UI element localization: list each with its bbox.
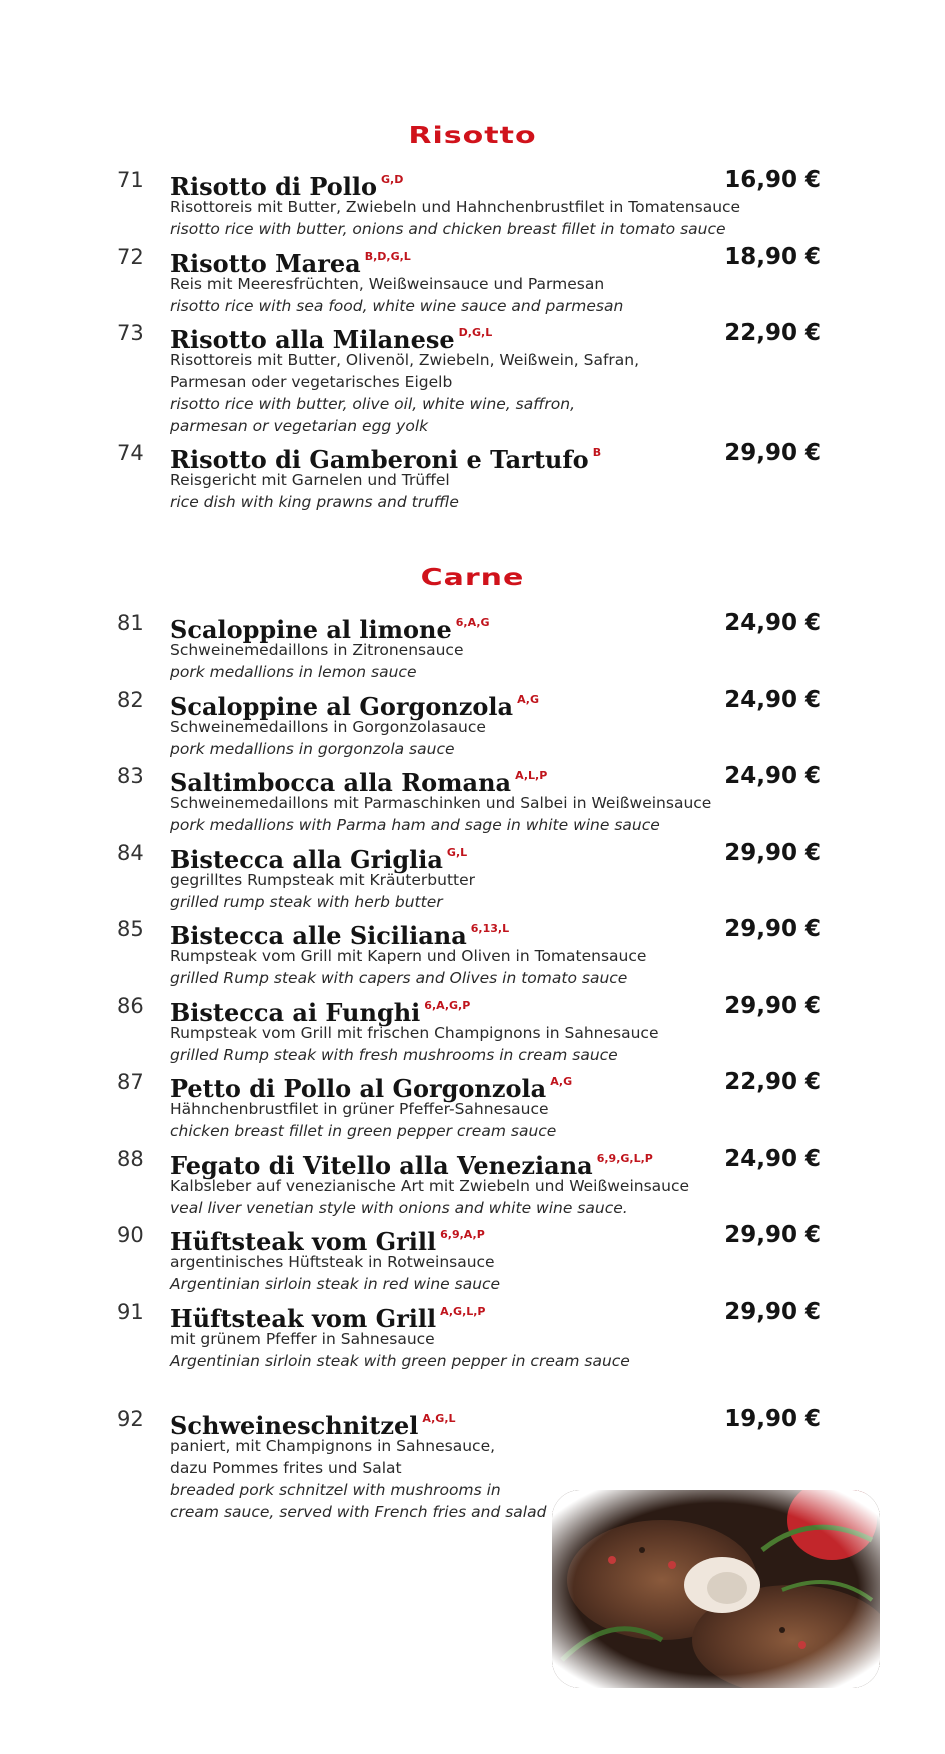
item-description: Reis mit Meeresfrüchten, Weißweinsauce und Parmesan risotto rice with sea food, white wine sauce and parmesan — [170, 275, 624, 315]
item-number: 84 — [117, 841, 144, 865]
item-price: 18,90 € — [724, 244, 821, 270]
item-price: 29,90 € — [724, 916, 821, 942]
item-price: 24,90 € — [724, 763, 821, 789]
item-name: Saltimbocca alla Romana $^{A,L,P}$ — [170, 768, 548, 797]
item-name: Hüftsteak vom Grill $^{6,9,A,P}$ — [170, 1227, 485, 1256]
item-number: 88 — [117, 1147, 144, 1171]
allergen-codes: A,L,P — [515, 769, 548, 782]
allergen-codes: 6,9,G,L,P — [596, 1152, 653, 1165]
item-description: argentinisches Hüftsteak in Rotweinsauce Argentinian sirloin steak in red wine sauce — [170, 1253, 501, 1293]
item-description: Risottoreis mit Butter, Olivenöl, Zwiebeln, Weißwein, Safran, Parmesan oder vegetarisches Eigelb risotto rice with butter, olive oil, white wine, saffron, parmesan or vegetarian egg yolk — [170, 351, 640, 435]
steak-photo — [552, 1490, 880, 1688]
item-number: 92 — [117, 1407, 144, 1431]
item-number: 86 — [117, 994, 144, 1018]
item-name: Bistecca ai Funghi $^{6,A,G,P}$ — [170, 998, 471, 1027]
item-number: 72 — [117, 245, 144, 269]
item-description: Risottoreis mit Butter, Zwiebeln und Hahnchenbrustfilet in Tomatensauce risotto rice with butter, onions and chicken breast fillet in tomato sauce — [170, 198, 741, 238]
item-number: 82 — [117, 688, 144, 712]
item-price: 22,90 € — [724, 320, 821, 346]
item-price: 24,90 € — [724, 687, 821, 713]
section-title-carne: Carne — [420, 563, 525, 592]
item-price: 22,90 € — [724, 1069, 821, 1095]
allergen-codes: G,D — [381, 173, 404, 186]
item-description: paniert, mit Champignons in Sahnesauce, dazu Pommes frites und Salat breaded pork schnitzel with mushrooms in cream sauce, served with French fries and salad — [170, 1437, 547, 1521]
item-number: 91 — [117, 1300, 144, 1324]
item-price: 24,90 € — [724, 1146, 821, 1172]
item-price: 29,90 € — [724, 840, 821, 866]
item-name: Risotto alla Milanese $^{D,G,L}$ — [170, 325, 493, 354]
item-number: 85 — [117, 917, 144, 941]
allergen-codes: A,G,L,P — [440, 1305, 486, 1318]
item-name: Fegato di Vitello alla Veneziana $^{6,9,G,L,P}$ — [170, 1151, 653, 1180]
allergen-codes: B,D,G,L — [364, 250, 411, 263]
section-title-risotto: Risotto — [408, 121, 537, 150]
allergen-codes: A,G — [550, 1075, 573, 1088]
item-name: Scaloppine al Gorgonzola $^{A,G}$ — [170, 692, 540, 721]
item-description: Kalbsleber auf venezianische Art mit Zwiebeln und Weißweinsauce veal liver venetian style with onions and white wine sauce. — [170, 1177, 690, 1217]
item-price: 29,90 € — [724, 1222, 821, 1248]
item-name: Petto di Pollo al Gorgonzola $^{A,G}$ — [170, 1074, 573, 1103]
allergen-codes: D,G,L — [458, 326, 493, 339]
allergen-codes: B — [592, 446, 602, 459]
item-price: 16,90 € — [724, 167, 821, 193]
allergen-codes: 6,13,L — [470, 922, 510, 935]
item-name: Risotto di Pollo $^{G,D}$ — [170, 172, 404, 201]
item-description: Schweinemedaillons mit Parmaschinken und Salbei in Weißweinsauce pork medallions with Parma ham and sage in white wine sauce — [170, 794, 712, 834]
allergen-codes: 6,A,G,P — [424, 999, 471, 1012]
item-price: 24,90 € — [724, 610, 821, 636]
item-number: 81 — [117, 611, 144, 635]
item-number: 87 — [117, 1070, 144, 1094]
steak-illustration-icon — [552, 1490, 880, 1688]
allergen-codes: A,G — [517, 693, 540, 706]
item-price: 29,90 € — [724, 440, 821, 466]
item-number: 83 — [117, 764, 144, 788]
item-description: Rumpsteak vom Grill mit Kapern und Oliven in Tomatensauce grilled Rump steak with capers and Olives in tomato sauce — [170, 947, 647, 987]
item-description: Reisgericht mit Garnelen und Trüffel rice dish with king prawns and truffle — [170, 471, 459, 511]
item-description: Schweinemedaillons in Zitronensauce pork medallions in lemon sauce — [170, 641, 464, 681]
allergen-codes: 6,9,A,P — [440, 1228, 485, 1241]
item-name: Scaloppine al limone $^{6,A,G}$ — [170, 615, 490, 644]
item-price: 19,90 € — [724, 1406, 821, 1432]
item-description: Hähnchenbrustfilet in grüner Pfeffer-Sahnesauce chicken breast fillet in green pepper cream sauce — [170, 1100, 557, 1140]
item-number: 71 — [117, 168, 144, 192]
item-description: mit grünem Pfeffer in Sahnesauce Argentinian sirloin steak with green pepper in cream sauce — [170, 1330, 630, 1370]
allergen-codes: A,G,L — [422, 1412, 456, 1425]
item-price: 29,90 € — [724, 1299, 821, 1325]
item-description: Schweinemedaillons in Gorgonzolasauce pork medallions in gorgonzola sauce — [170, 718, 486, 758]
item-name: Hüftsteak vom Grill $^{A,G,L,P}$ — [170, 1304, 486, 1333]
allergen-codes: G,L — [446, 846, 468, 859]
item-number: 73 — [117, 321, 144, 345]
item-name: Risotto di Gamberoni e Tartufo $^B$ — [170, 445, 602, 474]
item-description: gegrilltes Rumpsteak mit Kräuterbutter grilled rump steak with herb butter — [170, 871, 476, 911]
item-name: Schweineschnitzel $^{A,G,L}$ — [170, 1411, 456, 1440]
allergen-codes: 6,A,G — [455, 616, 490, 629]
item-name: Risotto Marea $^{B,D,G,L}$ — [170, 249, 411, 278]
item-number: 90 — [117, 1223, 144, 1247]
item-name: Bistecca alla Griglia $^{G,L}$ — [170, 845, 468, 874]
item-description: Rumpsteak vom Grill mit frischen Champignons in Sahnesauce grilled Rump steak with fresh mushrooms in cream sauce — [170, 1024, 659, 1064]
item-price: 29,90 € — [724, 993, 821, 1019]
item-number: 74 — [117, 441, 144, 465]
item-name: Bistecca alle Siciliana $^{6,13,L}$ — [170, 921, 510, 950]
